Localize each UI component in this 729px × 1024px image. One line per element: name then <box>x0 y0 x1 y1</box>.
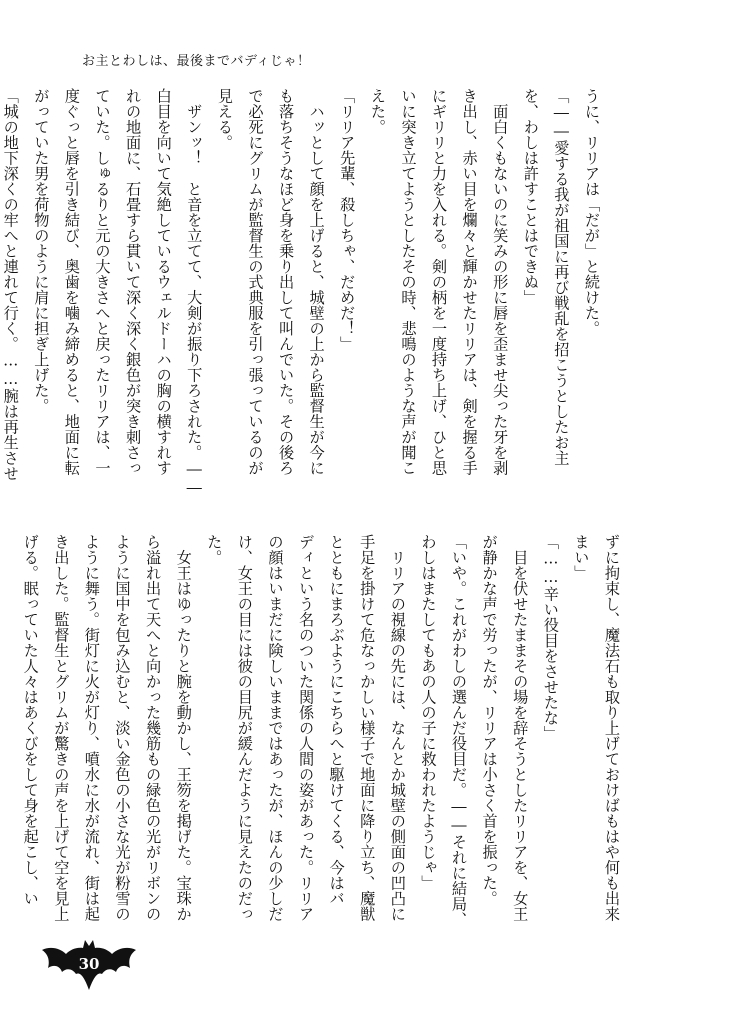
top-line: えた。 <box>368 88 387 135</box>
page-number: 30 <box>78 955 100 973</box>
bottom-line: 「……辛い役目をさせたな」 <box>541 534 560 742</box>
top-line: 白目を向いて気絶しているウェルドーハの胸の横すれす <box>154 88 173 476</box>
bottom-line: ずに拘束し、魔法石も取り上げておけばもはや何も出来 <box>603 534 621 922</box>
bottom-line: ように舞う。街灯に火が灯り、噴水に水が流れ、街は起 <box>82 534 101 922</box>
bottom-line: 目を伏せたままその場を辞そうとしたリリアを、女王 <box>511 534 530 922</box>
top-line: 「リリア先輩、殺しちゃ、だめだ！」 <box>338 88 357 352</box>
bottom-line: き出した。監督生とグリムが驚きの声を上げて空を見上 <box>52 534 71 922</box>
bottom-line: げる。眠っていた人々はあくびをして身を起こし、い <box>21 534 40 906</box>
bottom-line: ら溢れ出て天へと向かった幾筋もの緑色の光がリボンの <box>144 534 163 922</box>
bottom-line: とともにまろぶようにこちらへと駆けてくる、今はバ <box>327 534 346 906</box>
bottom-line: 女王はゆったりと腕を動かし、王笏を掲げた。宝珠か <box>174 534 193 922</box>
text-column-bottom <box>15 534 627 944</box>
top-line: いに突き立てようとしたその時、悲鳴のような声が聞こ <box>399 88 418 476</box>
top-line: で必死にグリムが監督生の式典服を引っ張っているのが <box>246 88 265 476</box>
top-line: にギリリと力を入れる。剣の柄を一度持ち上げ、ひと思 <box>430 88 449 476</box>
top-line: 見える。 <box>215 88 234 150</box>
bottom-line: 「いや。これがわしの選んだ役目だ。――それに結局、 <box>450 534 469 928</box>
top-line: 「城の地下深くの牢へと連れて行く。……腕は再生させ <box>1 88 20 482</box>
bottom-line: 手足を掛けて危なっかしい様子で地面に降り立ち、魔獣 <box>358 534 377 922</box>
top-line: 面白くもないのに笑みの形に唇を歪ませ尖った牙を剥 <box>491 88 510 476</box>
bottom-line: が静かな声で労ったが、リリアは小さく首を振った。 <box>480 534 499 906</box>
bottom-line: け、女王の目には彼の目尻が緩んだように見えたのだっ <box>235 534 254 922</box>
bat-page-badge <box>40 938 138 992</box>
top-line: 「――愛する我が祖国に再び戦乱を招こうとしたお主 <box>552 88 571 466</box>
top-line: ザンッ！ と音を立てて、大剣が振り下ろされた。―― <box>185 88 204 497</box>
top-line: き出し、赤い目を爛々と輝かせたリリアは、剣を握る手 <box>460 88 479 476</box>
bottom-line: の顔はいまだに険しいままではあったが、ほんの少しだ <box>266 534 285 922</box>
top-line: れの地面に、石畳すら貫いて深く深く銀色が突き刺さっ <box>124 88 143 476</box>
bottom-line: まい」 <box>572 534 591 581</box>
bottom-line: リリアの視線の先には、なんとか城壁の側面の凹凸に <box>388 534 407 922</box>
bottom-line: ディという名のついた関係の人間の姿があった。リリア <box>297 534 316 922</box>
top-line: うに、リリアは「だが」と続けた。 <box>583 88 601 336</box>
bottom-line: わしはまたしてもあの人の子に救われたようじゃ」 <box>419 534 438 891</box>
bottom-line: た。 <box>205 534 224 565</box>
running-header: お主とわしは、最後までバディじゃ！ <box>82 54 311 69</box>
top-line: 度ぐっと唇を引き結び、奥歯を噛み締めると、地面に転 <box>62 88 81 476</box>
top-line: ハッとして顔を上げると、城壁の上から監督生が今に <box>307 88 326 476</box>
top-line: がっていた男を荷物のように肩に担ぎ上げた。 <box>32 88 51 414</box>
top-line: を、わしは許すことはできぬ」 <box>521 88 540 305</box>
top-line: も落ちそうなほど身を乗り出して叫んでいた。その後ろ <box>277 88 296 476</box>
text-column-top <box>0 88 607 508</box>
bottom-line: ように国中を包み込むと、淡い金色の小さな光が粉雪の <box>113 534 132 922</box>
top-line: ていた。しゅるりと元の大きさへと戻ったリリアは、一 <box>93 88 112 476</box>
